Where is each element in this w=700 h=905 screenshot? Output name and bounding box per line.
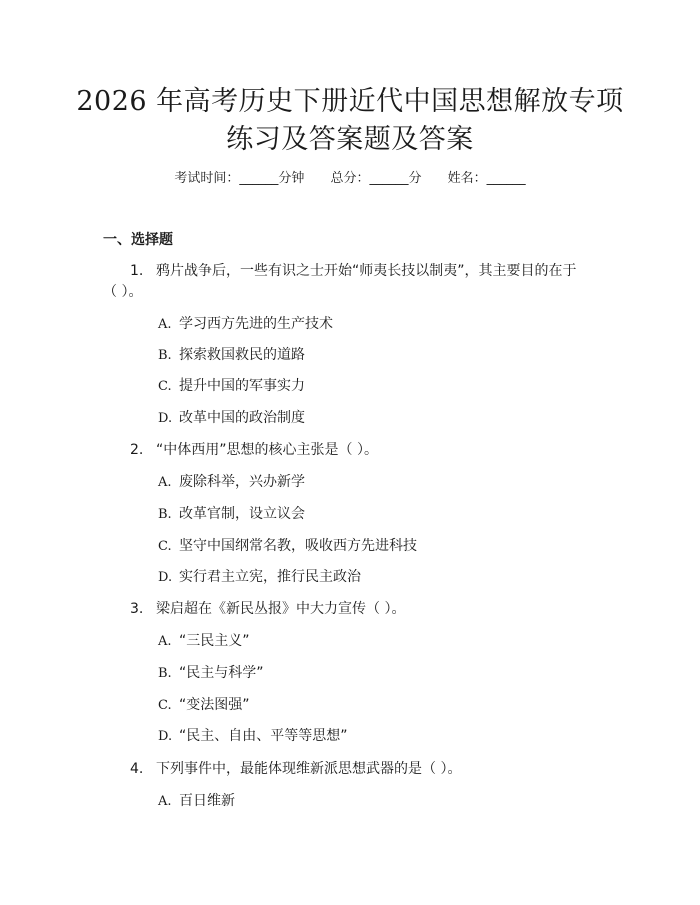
document-title-line-1: 2026 年高考历史下册近代中国思想解放专项 (76, 86, 624, 117)
question-3-option-b (158, 663, 264, 684)
option-letter: D. (158, 411, 173, 426)
exam-name-blank: ______ (486, 171, 526, 186)
option-letter: C. (158, 539, 172, 554)
question-1-option-c (158, 376, 305, 397)
question-3 (130, 599, 405, 619)
document-title-line-2: 练习及答案题及答案 (226, 124, 474, 155)
option-text: 废除科举，兴办新学 (179, 474, 305, 490)
option-letter: A. (158, 475, 172, 490)
exam-name-field (448, 171, 526, 186)
question-4 (130, 759, 461, 779)
option-text: “三民主义” (179, 633, 250, 649)
option-text: 改革官制，设立议会 (179, 506, 305, 522)
exam-time-label: 考试时间： (174, 171, 240, 186)
question-text: “中体西用”思想的核心主张是（ ）。 (156, 442, 378, 458)
option-letter: B. (158, 348, 172, 363)
question-text: 鸦片战争后，一些有识之士开始“师夷长技以制夷”，其主要目的在于 (156, 263, 577, 279)
option-letter: B. (158, 666, 172, 681)
question-2-option-c (158, 536, 417, 557)
option-text: “民主、自由、平等等思想” (179, 728, 348, 744)
option-letter: C. (158, 698, 172, 713)
exam-score-label: 总分： (330, 171, 370, 186)
question-1-option-b (158, 345, 305, 366)
question-2-option-d (158, 567, 361, 588)
question-text: 下列事件中，最能体现维新派思想武器的是（ ）。 (156, 761, 462, 777)
option-text: “民主与科学” (179, 665, 264, 681)
question-1-continuation: （ ）。 (103, 284, 143, 300)
option-letter: A. (158, 794, 172, 809)
option-letter: B. (158, 507, 172, 522)
option-letter: D. (158, 570, 173, 585)
exam-time-unit: 分钟 (278, 171, 305, 186)
question-number: 2. (130, 442, 144, 458)
question-4-option-a (158, 791, 235, 812)
option-text: 提升中国的军事实力 (179, 378, 305, 394)
option-letter: A. (158, 634, 172, 649)
exam-name-label: 姓名： (447, 171, 487, 186)
question-number: 1. (130, 263, 144, 279)
question-number: 3. (130, 601, 144, 617)
question-2-option-b (158, 504, 305, 525)
question-2-option-a (158, 472, 305, 493)
option-text: 实行君主立宪，推行民主政治 (179, 569, 361, 585)
option-text: 学习西方先进的生产技术 (179, 316, 333, 332)
option-text: 百日维新 (179, 793, 235, 809)
option-letter: A. (158, 317, 172, 332)
option-text: “变法图强” (179, 697, 250, 713)
question-3-option-a (158, 631, 250, 652)
question-number: 4. (130, 761, 144, 777)
exam-info-bar (0, 167, 700, 186)
exam-score-unit: 分 (408, 171, 422, 186)
section-heading: 一、选择题 (103, 232, 173, 248)
option-text: 改革中国的政治制度 (179, 410, 305, 426)
question-2 (130, 440, 378, 460)
option-letter: C. (158, 379, 172, 394)
question-1 (130, 261, 577, 281)
option-letter: D. (158, 729, 173, 744)
question-3-option-c (158, 695, 250, 716)
option-text: 探索救国救民的道路 (179, 347, 305, 363)
exam-time-field (174, 171, 304, 186)
exam-time-blank: ______ (239, 171, 279, 186)
exam-score-field (330, 171, 421, 186)
option-text: 坚守中国纲常名教，吸收西方先进科技 (179, 538, 417, 554)
exam-score-blank: ______ (369, 171, 409, 186)
question-1-option-a (158, 314, 333, 335)
question-text: 梁启超在《新民丛报》中大力宣传（ ）。 (156, 601, 406, 617)
question-3-option-d (158, 726, 348, 747)
question-1-option-d (158, 408, 305, 429)
